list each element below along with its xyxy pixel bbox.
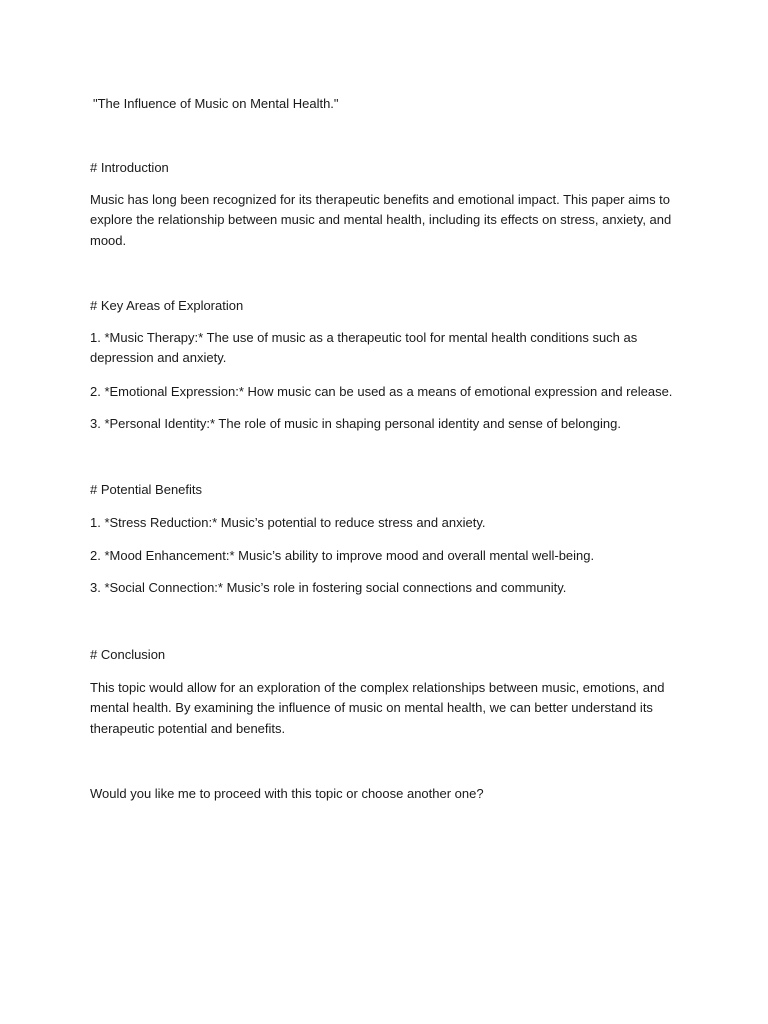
introduction-paragraph: Music has long been recognized for its therapeutic benefits and emotional impact. This paper aims to explore the relationship between music and mental health, including its effects on stress, anxiety, and mood. — [90, 192, 672, 248]
benefits-heading: # Potential Benefits — [90, 482, 203, 497]
key-area-item: 1. *Music Therapy:* The use of music as a therapeutic tool for mental health conditions such as depression and anxiety. — [90, 330, 638, 366]
benefit-item: 3. *Social Connection:* Music’s role in fostering social connections and community. — [90, 580, 567, 595]
introduction-heading: # Introduction — [90, 160, 169, 175]
key-areas-heading: # Key Areas of Exploration — [90, 298, 244, 313]
key-area-item: 3. *Personal Identity:* The role of music in shaping personal identity and sense of belonging. — [90, 416, 621, 431]
key-area-item: 2. *Emotional Expression:* How music can be used as a means of emotional expression and release. — [90, 384, 673, 399]
document-title: "The Influence of Music on Mental Health." — [93, 96, 339, 111]
closing-question: Would you like me to proceed with this topic or choose another one? — [90, 786, 484, 801]
conclusion-heading: # Conclusion — [90, 647, 166, 662]
conclusion-paragraph: This topic would allow for an exploration of the complex relationships between music, emotions, and mental health. By examining the influence of music on mental health, we can better understand its therapeutic potential and benefits. — [90, 680, 665, 736]
benefit-item: 1. *Stress Reduction:* Music’s potential to reduce stress and anxiety. — [90, 515, 486, 530]
benefit-item: 2. *Mood Enhancement:* Music’s ability to improve mood and overall mental well-being. — [90, 548, 595, 563]
